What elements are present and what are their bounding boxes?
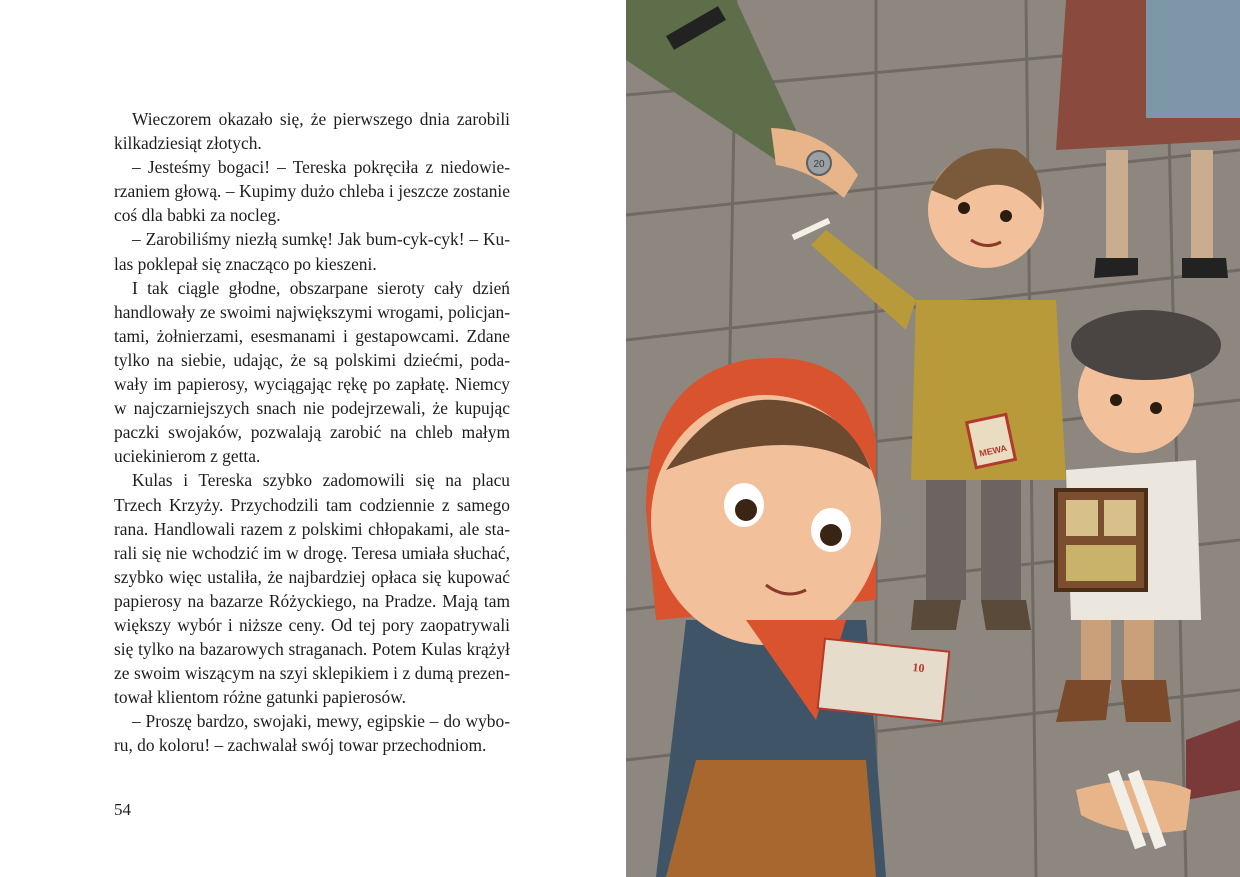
coin	[807, 151, 831, 175]
paragraph: Kulas i Tereska szybko zadomowili się na placu Trzech Krzyży. Przychodzili tam codziennie z samego rana. Handlowali razem z polskimi chłopakami, ale starali się nie wchodzić im w drogę. Teresa umiała słuchać, szybko więc ustaliła, że najbardziej opłaca się kupować papierosy na bazarze Różyckiego, na Pradze. Mają tam większy wybór i niższe ceny. Od tej pory zaopatrywali się tylko na bazarowych straganach. Potem Kulas krążył ze swoim wiszącym na szyi sklepikiem i z dumą prezentował klientom różne gatunki papierosów.	[114, 470, 510, 708]
body-text	[114, 107, 510, 758]
coin-value: 20	[813, 159, 825, 170]
banknote-value: 10	[911, 660, 926, 676]
paragraph: Wieczorem okazało się, że pierwszego dnia zarobili kilkadziesiąt złotych.	[114, 109, 510, 154]
cigarette-box-brand: MEWA	[978, 442, 1008, 459]
illustration-canvas	[626, 0, 1240, 877]
paragraph: – Proszę bardzo, swojaki, mewy, egipskie – do wyboru, do koloru! – zachwalał swój towar przechodniom.	[114, 711, 510, 756]
paragraph: – Zarobiliśmy niezłą sumkę! Jak bum-cyk-cyk! – Kulas poklepał się znacząco po kieszeni.	[114, 229, 510, 274]
paragraph: I tak ciągle głodne, obszarpane sieroty cały dzień handlowały ze swoimi największymi wrogami, policjantami, żołnierzami, esesmanami i gestapowcami. Zdane tylko na siebie, udając, że są polskimi dziećmi, podawały im papierosy, wyciągając rękę po zapłatę. Niemcy w najczarniejszych snach nie podejrzewali, że kupując paczki swojaków, pozwalają zarobić na chleb małym uciekinierom z getta.	[114, 277, 510, 467]
illustration	[626, 0, 1240, 877]
paragraph: – Jesteśmy bogaci! – Tereska pokręciła z niedowierzaniem głową. – Kupimy dużo chleba i jeszcze zostanie coś dla babki za nocleg.	[114, 157, 510, 226]
page-number: 54	[114, 800, 131, 819]
